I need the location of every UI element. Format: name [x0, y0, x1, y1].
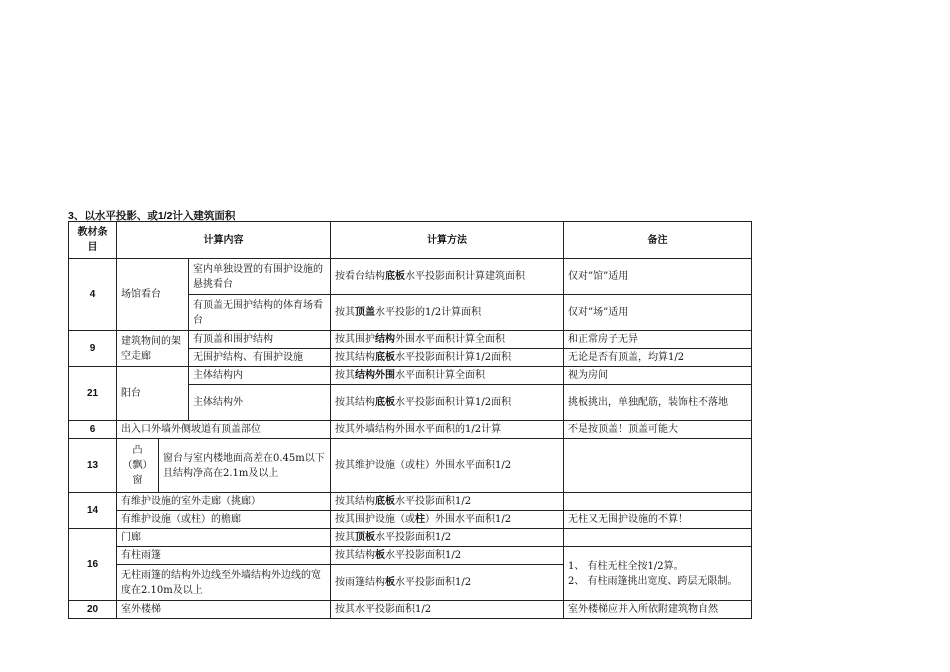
method-cell: 按其结构外围水平面积计算全面积: [331, 367, 564, 385]
method-cell: 按其结构底板水平投影面积计算1/2面积: [331, 349, 564, 367]
table-row: [69, 601, 752, 619]
method-cell: 按其结构底板水平投影面积1/2: [331, 493, 564, 511]
note-cell: 不是按顶盖！顶盖可能大: [564, 421, 752, 439]
note-cell: 和正常房子无异: [564, 331, 752, 349]
category-cell: 阳台: [117, 367, 189, 421]
table-row: [69, 331, 752, 349]
note-list-item: 1、 有柱无柱全按1/2算。: [568, 560, 684, 572]
sub-content-cell: 室内单独设置的有围护设施的悬挑看台: [189, 259, 331, 295]
header-note: 备注: [564, 222, 752, 259]
sub-content-cell: 主体结构外: [189, 385, 331, 421]
note-cell: 无论是否有顶盖，均算1/2: [564, 349, 752, 367]
item-number: 14: [69, 493, 117, 529]
category-cell: 凸（飘）窗: [117, 439, 159, 493]
sub-content-cell: 有顶盖和围护结构: [189, 331, 331, 349]
sub-content-cell: 无围护结构、有围护设施: [189, 349, 331, 367]
header-method: 计算方法: [331, 222, 564, 259]
content-cell: 有柱雨篷: [117, 547, 331, 565]
section-title: 3、以水平投影、或1/2计入建筑面积: [68, 210, 236, 222]
method-cell: 按其水平投影面积1/2: [331, 601, 564, 619]
content-cell: 有维护设施（或柱）的檐廊: [117, 511, 331, 529]
sub-content-cell: 窗台与室内楼地面高差在0.45m以下且结构净高在2.1m及以上: [159, 439, 331, 493]
method-cell: 按其围护结构外围水平面积计算全面积: [331, 331, 564, 349]
item-number: 20: [69, 601, 117, 619]
note-cell: 挑板挑出，单独配筋，装饰柱不落地: [564, 385, 752, 421]
note-cell: [564, 439, 752, 493]
note-cell: 视为房间: [564, 367, 752, 385]
note-cell: 仅对”馆”适用: [564, 259, 752, 295]
method-cell: 按雨篷结构板水平投影面积1/2: [331, 565, 564, 601]
content-cell: 门廊: [117, 529, 331, 547]
content-cell: 出入口外墙外侧坡道有顶盖部位: [117, 421, 331, 439]
method-cell: 按看台结构底板水平投影面积计算建筑面积: [331, 259, 564, 295]
header-content: 计算内容: [117, 222, 331, 259]
table-row: [69, 511, 752, 529]
method-cell: 按其围护设施（或柱）外围水平面积1/2: [331, 511, 564, 529]
content-cell: 无柱雨篷的结构外边线至外墙结构外边线的宽度在2.10m及以上: [117, 565, 331, 601]
header-item: 教材条目: [69, 222, 117, 259]
method-cell: 按其顶盖水平投影的1/2计算面积: [331, 295, 564, 331]
method-cell: 按其结构板水平投影面积1/2: [331, 547, 564, 565]
item-number: 13: [69, 439, 117, 493]
note-cell: 室外楼梯应并入所依附建筑物自然: [564, 601, 752, 619]
sub-content-cell: 主体结构内: [189, 367, 331, 385]
note-cell: [564, 547, 752, 601]
item-number: 4: [69, 259, 117, 331]
method-cell: 按其顶板水平投影面积1/2: [331, 529, 564, 547]
table-row: [69, 421, 752, 439]
category-cell: 建筑物间的架空走廊: [117, 331, 189, 367]
note-cell: [564, 529, 752, 547]
content-cell: 室外楼梯: [117, 601, 331, 619]
table-header-row: [69, 222, 752, 259]
note-list-item: 2、 有柱雨篷挑出宽度、跨层无限制。: [568, 575, 738, 587]
item-number: 9: [69, 331, 117, 367]
item-number: 16: [69, 529, 117, 601]
category-cell: 场馆看台: [117, 259, 189, 331]
note-cell: 仅对”场”适用: [564, 295, 752, 331]
table-row: [69, 439, 752, 493]
sub-content-cell: 有顶盖无围护结构的体育场看台: [189, 295, 331, 331]
method-cell: 按其外墙结构外围水平面积的1/2计算: [331, 421, 564, 439]
note-cell: [564, 493, 752, 511]
method-cell: 按其结构底板水平投影面积计算1/2面积: [331, 385, 564, 421]
table-row: [69, 367, 752, 385]
item-number: 21: [69, 367, 117, 421]
table-row: [69, 529, 752, 547]
item-number: 6: [69, 421, 117, 439]
area-calculation-table: [68, 221, 752, 619]
table-row: [69, 493, 752, 511]
method-cell: 按其维护设施（或柱）外围水平面积1/2: [331, 439, 564, 493]
table-row: [69, 259, 752, 295]
table-row: [69, 547, 752, 565]
note-cell: 无柱又无围护设施的不算！: [564, 511, 752, 529]
content-cell: 有维护设施的室外走廊（挑廊）: [117, 493, 331, 511]
